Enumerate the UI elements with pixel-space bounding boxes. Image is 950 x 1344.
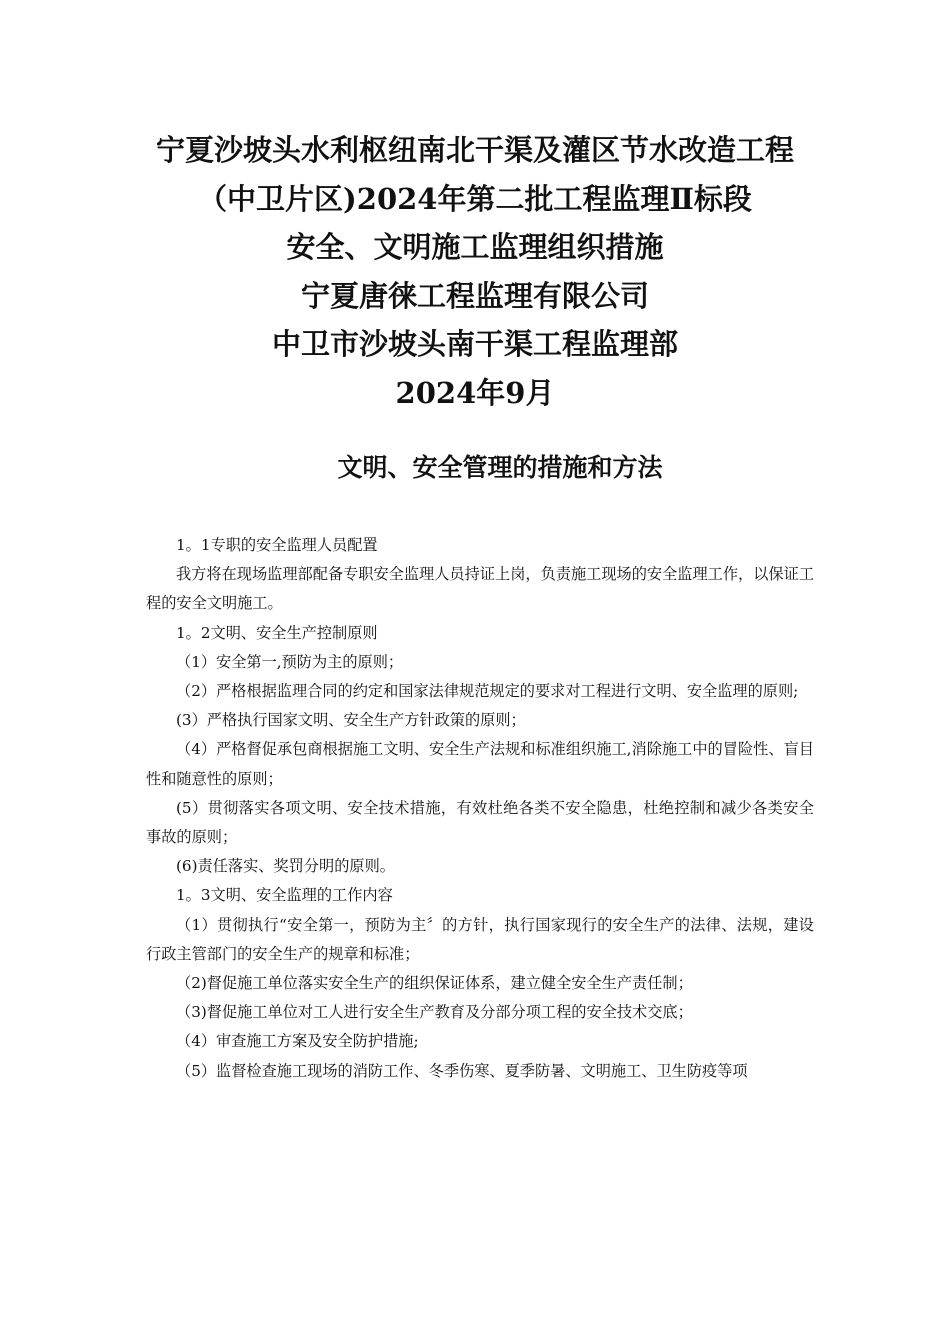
title-line-department: 中卫市沙坡头南干渠工程监理部: [271, 327, 678, 361]
paragraph: (3）严格执行国家文明、安全生产方针政策的原则；: [176, 711, 526, 730]
document-body: [146, 531, 814, 1086]
title-line-date: 2024年9月: [395, 375, 555, 410]
paragraph: （5）监督检查施工现场的消防工作、冬季伤寒、夏季防暑、文明施工、卫生防疫等项: [176, 1061, 748, 1080]
title-line-project: 宁夏沙坡头水利枢纽南北干渠及灌区节水改造工程: [155, 133, 794, 167]
paragraph: 1。1专职的安全监理人员配置: [176, 536, 378, 554]
paragraph: （2)督促施工单位落实安全生产的组织保证体系，建立健全安全生产责任制；: [176, 974, 693, 993]
paragraph: 1。3文明、安全监理的工作内容: [176, 886, 393, 905]
paragraph: 我方将在现场监理部配备专职安全监理人员持证上岗，负责施工现场的安全监理工作，以保证工程的安全文明施工。: [146, 565, 814, 613]
title-line-company: 宁夏唐徕工程监理有限公司: [300, 278, 649, 313]
paragraph: （4）审查施工方案及安全防护措施;: [176, 1032, 419, 1051]
paragraph: （4）严格督促承包商根据施工文明、安全生产法规和标准组织施工,消除施工中的冒险性、盲目性和随意性的原则；: [146, 740, 814, 788]
paragraph: （1）贯彻执行“安全第一，预防为主〞的方针，执行国家现行的安全生产的法律、法规，建设行政主管部门的安全生产的规章和标准；: [146, 915, 814, 963]
paragraph: （2）严格根据监理合同的约定和国家法律规范规定的要求对工程进行文明、安全监理的原则;: [176, 682, 799, 701]
paragraph: 1。2文明、安全生产控制原则: [176, 623, 378, 642]
section-heading: 文明、安全管理的措施和方法: [337, 453, 663, 482]
paragraph: （1）安全第一,预防为主的原则；: [176, 652, 404, 671]
title-line-subject: 安全、文明施工监理组织措施: [286, 230, 664, 264]
paragraph: (6)责任落实、奖罚分明的原则。: [176, 857, 395, 876]
paragraph: （3)督促施工单位对工人进行安全生产教育及分部分项工程的安全技术交底；: [176, 1003, 693, 1022]
title-line-section: （中卫片区)2024年第二批工程监理Ⅱ标段: [198, 181, 752, 216]
paragraph: (5）贯彻落实各项文明、安全技术措施，有效杜绝各类不安全隐患，杜绝控制和减少各类安全事故的原则；: [146, 798, 814, 847]
document-title-block: [0, 126, 950, 417]
